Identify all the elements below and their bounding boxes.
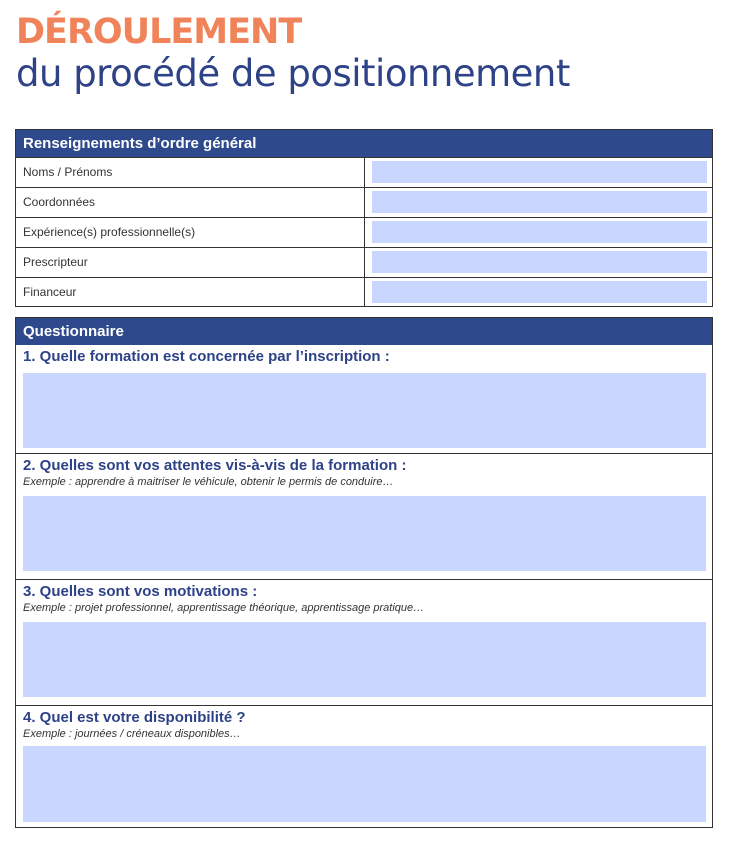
questionnaire-heading: Questionnaire [16,318,712,345]
question-4 [16,705,712,827]
contact-field[interactable] [372,191,707,213]
question-2-answer[interactable] [23,496,706,571]
info-row-prescriber [16,247,712,277]
info-label-funder: Financeur [16,278,365,307]
info-label-names: Noms / Prénoms [16,158,365,187]
question-4-example: Exemple : journées / créneaux disponibles… [23,728,241,740]
page-title: DÉROULEMENT [16,12,302,52]
page-subtitle: du procédé de positionnement [16,52,570,95]
info-row-names [16,157,712,187]
question-2-example: Exemple : apprendre à maitriser le véhicule, obtenir le permis de conduire… [23,476,394,488]
names-field[interactable] [372,161,707,183]
info-row-contact [16,187,712,217]
question-1-answer[interactable] [23,373,706,448]
info-label-experience: Expérience(s) professionnelle(s) [16,218,365,247]
info-row-funder [16,277,712,307]
question-4-title: 4. Quel est votre disponibilité ? [23,709,246,726]
info-label-contact: Coordonnées [16,188,365,217]
question-2 [16,453,712,579]
prescriber-field[interactable] [372,251,707,273]
info-label-prescriber: Prescripteur [16,248,365,277]
question-1 [16,345,712,453]
info-row-experience [16,217,712,247]
question-3-title: 3. Quelles sont vos motivations : [23,583,258,600]
question-3 [16,579,712,705]
question-4-answer[interactable] [23,746,706,822]
experience-field[interactable] [372,221,707,243]
questionnaire-section [15,317,713,828]
general-info-section [15,129,713,307]
question-2-title: 2. Quelles sont vos attentes vis-à-vis de la formation : [23,457,407,474]
question-3-example: Exemple : projet professionnel, apprentissage théorique, apprentissage pratique… [23,602,425,614]
question-3-answer[interactable] [23,622,706,697]
general-info-heading: Renseignements d’ordre général [16,130,712,157]
question-1-title: 1. Quelle formation est concernée par l’inscription : [23,348,390,365]
funder-field[interactable] [372,281,707,303]
